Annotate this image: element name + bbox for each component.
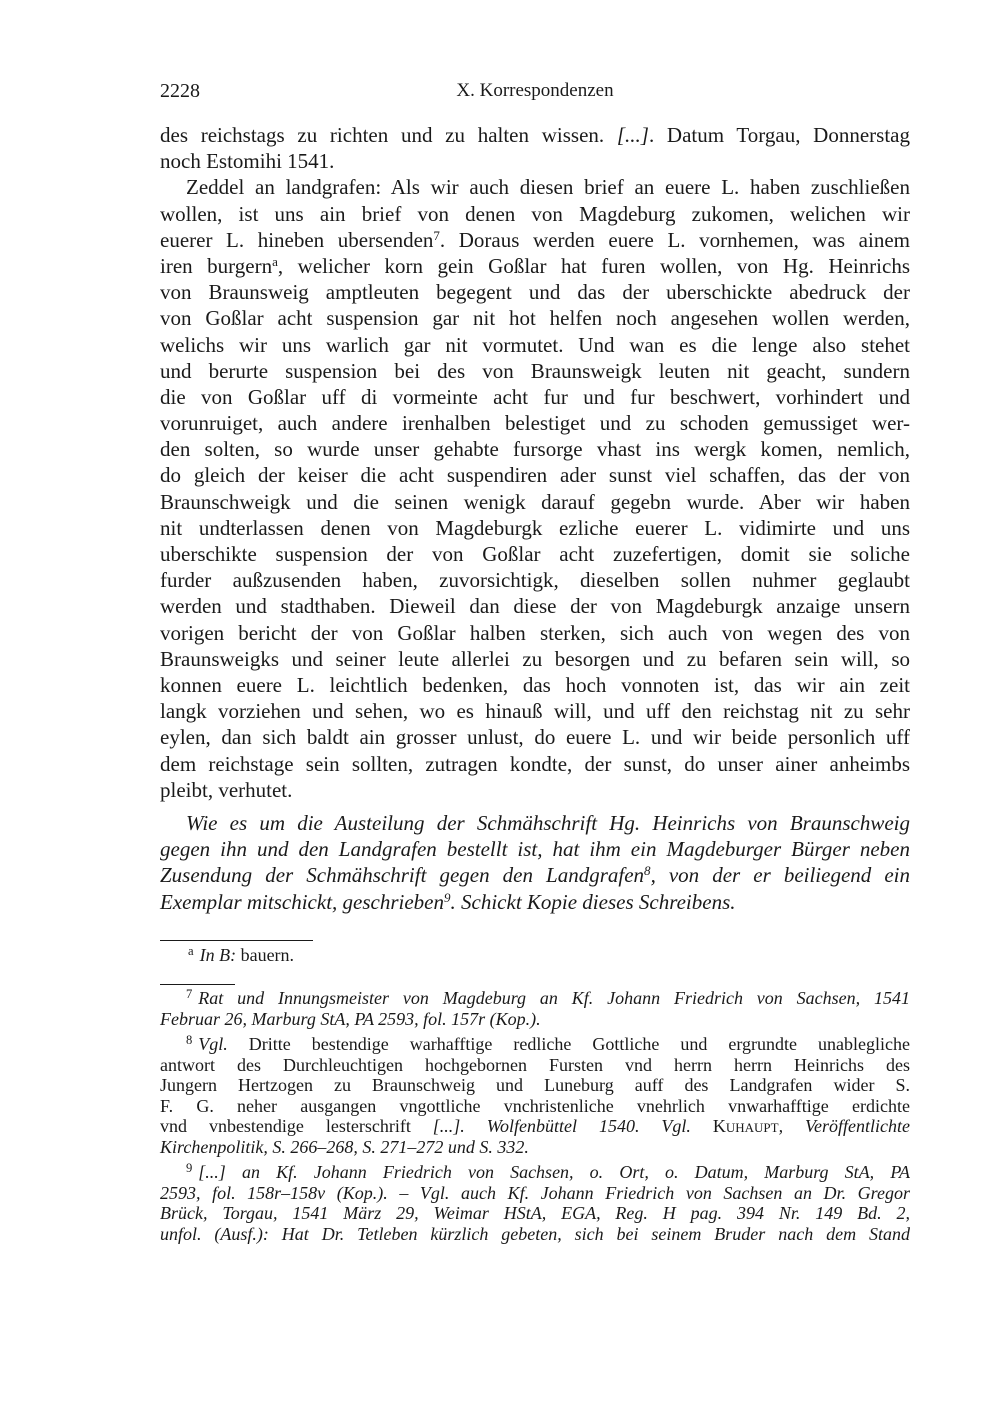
text-line: welichs wir uns warlich gar nit vormutet. Und wan es die lenge also stehet [160,332,910,357]
footnote-ref-9[interactable]: 9 [444,889,451,905]
page-number: 2228 [160,80,200,102]
summary-line: Wie es um die Austeilung der Schmähschrift Hg. Heinrichs von Braunschweig [186,811,910,835]
textual-note-a: $^a$ In B: bauern. [188,944,295,965]
text-line: vorigen bericht der von Goßlar halben sterken, sich auch von wegen des von [160,620,910,645]
text-line: Zeddel an landgrafen: Als wir auch diesen brief an euere L. haben zuschließen [186,175,910,200]
text-line: von Braunsweig amptleuten begegent und das der uberschickte abedruck der [160,280,910,305]
text-line: des reichstags zu richten und zu halten wissen. [...]. Datum Torgau, Donnerstag [160,123,910,147]
summary-line: Zusendung der Schmähschrift gegen den Landgrafen$^8$, von der er beiliegend ein [160,863,910,888]
footnotes-divider [160,984,235,985]
text-line: furder außzusenden haben, zuvorsichtigk, dieselben sollen nuhmer geglaubt [160,568,910,593]
text-line: pleibt, verhutet. [160,777,293,802]
text-line: iren burgern$^a$, welicher korn gein Goßlar hat furen wollen, von Hg. Heinrichs [160,253,911,278]
text-line: euerer L. hineben ubersenden$^7$. Doraus werden euere L. vornhemen, was ainem [160,227,910,252]
footnote-ref-7[interactable]: 7 [433,227,440,243]
running-title: X. Korrespondenzen [456,80,614,101]
text-line: konnen euere L. leichtlich bedenken, das hoch vonnoten ist, das wir ain zeit [160,672,910,697]
text-line: vorunruiget, auch andere irenhalben belestiget und zu schoden gemussiget wer- [160,411,910,436]
running-header [160,80,910,106]
text-line: den solten, so wurde unser gehabte fursorge vhast ins wergk komen, nemlich, [160,437,910,462]
text-line: die von Goßlar uff di vormeinte acht fur und fur beschwert, vorhindert und [160,384,910,409]
summary-line: gegen ihn und den Landgrafen bestellt ist, hat ihm ein Magdeburger Bürger neben [160,837,910,862]
text-line: dem reichstage sein sollten, zutragen kondte, der sunst, do unser ainer anheimbs [160,751,910,776]
text-line: werden und stadthaben. Dieweil dan diese der von Magdeburgk anzaige unsern [160,594,910,619]
note-ref-a[interactable]: a [272,253,278,269]
footnote-ref-8[interactable]: 8 [644,863,651,879]
text-line: langk vorziehen und sehen, wo es hinauß will, und uff den reichstag nit zu sehr [160,699,910,724]
text-line: eylen, dan sich baldt ain grosser unlust, do euere L. und wir beide personlich uff [160,725,910,750]
text-line: von Goßlar acht suspension gar nit hot helfen noch angesehen wollen werden, [160,306,910,331]
main-text [160,122,910,803]
footnote-8: $^8$ Vgl. Dritte bestendige warhafftige redliche Gottliche und ergrundte unablegliche antwort des Durchleuchtigen hochgebornen Fursten vnd herrn herrn Heinrichs des Jungern Hertzogen zu Braunschweig und Luneburg auff des Landgrafen wider S. F. G. neher ausgangen vngottliche vnchristenliche vnehrlich vnwarhafftige erdichte vnd vnbestendige lesterschrift [...]. Wolfenbüttel 1540. Vgl. Kuhaupt, Veröffentlichte Kirchenpolitik, S. 266–268, S. 271–272 und S. 332. [160,1033,910,1157]
text-line: uberschikte suspension der von Goßlar acht zuzefertigen, domit sie soliche [160,542,910,566]
text-line: nit undterlassen denen von Magdeburgk ezliche euerer L. vidimirte und uns [160,515,910,540]
text-line: do gleich der keiser die acht suspendiren ader sunst viel schaffen, das der von [160,463,910,488]
text-line: wollen, ist uns ain brief von denen von Magdeburg zukomen, welichen wir [160,201,910,226]
footnote-7: $^7$ Rat und Innungsmeister von Magdeburg an Kf. Johann Friedrich von Sachsen, 1541 Februar 26, Marburg StA, PA 2593, fol. 157r (Kop.). [160,987,910,1029]
text-line: noch Estomihi 1541. [160,149,335,174]
textual-notes-divider [160,940,313,941]
editorial-summary [160,810,910,915]
text-line: und berurte suspension bei des von Braunsweigk leuten nit geacht, sundern [160,358,910,383]
text-line: Braunsweigks und seiner leute allerlei zu besorgen und zu befaren sein will, so [160,646,910,671]
footnote-9: $^9$ [...] an Kf. Johann Friedrich von Sachsen, o. Ort, o. Datum, Marburg StA, PA 2593, fol. 158r–158v (Kop.). – Vgl. auch Kf. Johann Friedrich von Sachsen an Dr. Gregor Brück, Torgau, 1541 März 29, Weimar HStA, EGA, Reg. H pag. 394 Nr. 149 Bd. 2, unfol. (Ausf.): Hat Dr. Tetleben kürzlich gebeten, sich bei seinem Bruder nach dem Stand [160,1161,910,1244]
text-line: Braunschweigk und die seinen wenigk darauf gegebn wurde. Aber wir haben [160,489,910,514]
summary-line: Exemplar mitschickt, geschrieben$^9$. Schickt Kopie dieses Schreibens. [160,889,736,914]
